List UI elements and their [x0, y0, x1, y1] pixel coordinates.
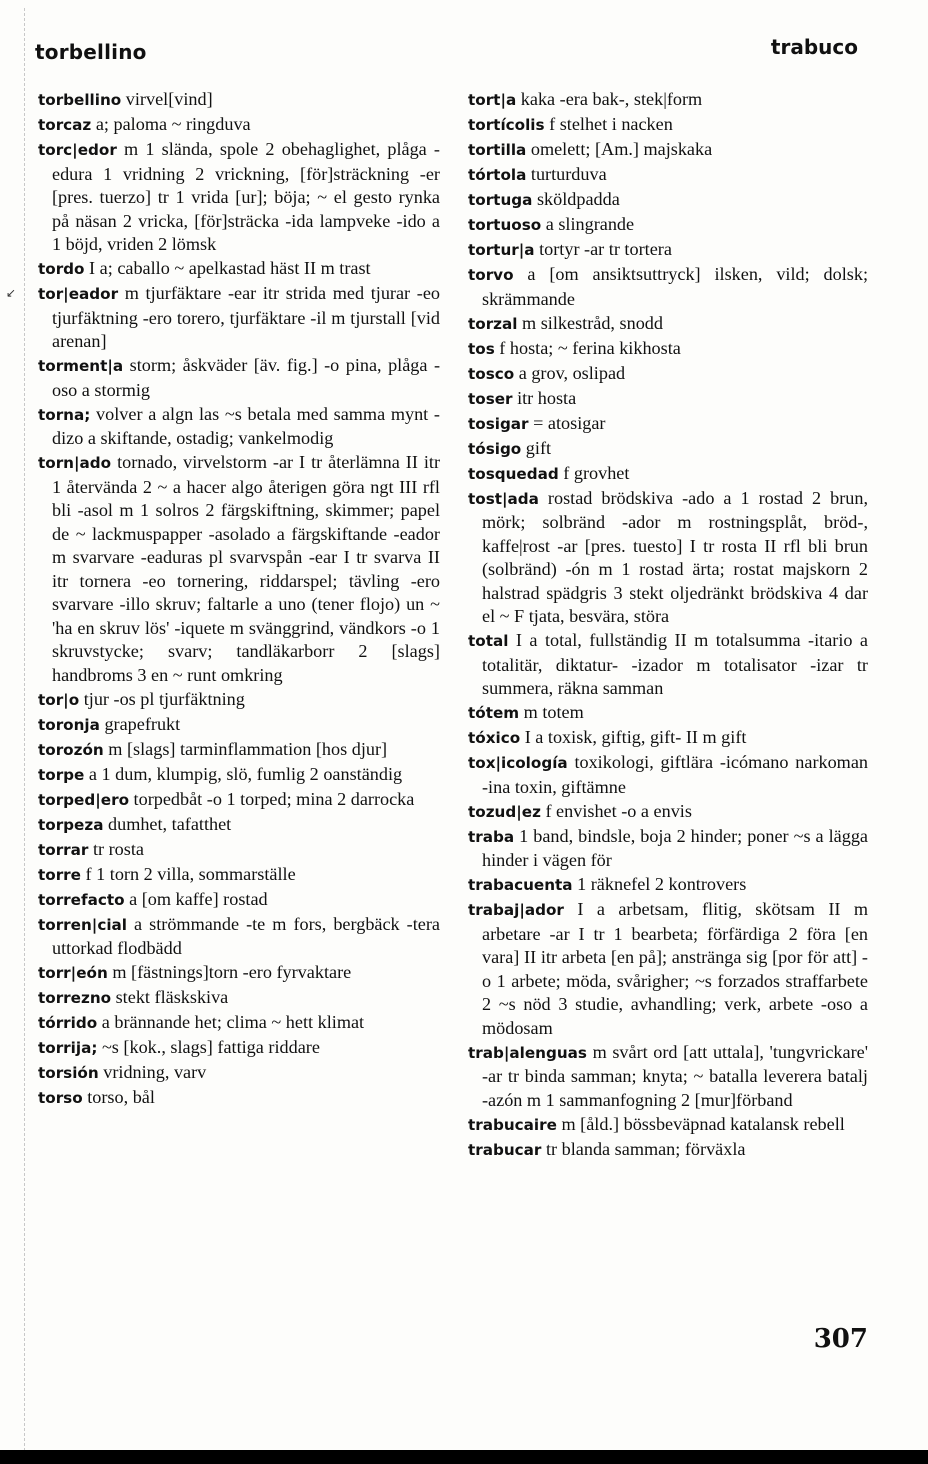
headword: tor|o [38, 690, 80, 709]
headword: torped|ero [38, 790, 129, 809]
dictionary-entry [38, 1061, 440, 1086]
headword: torsión [38, 1064, 99, 1082]
scan-bottom-edge [0, 1450, 928, 1464]
headword: torrar [38, 840, 89, 859]
dictionary-entry [468, 1113, 868, 1138]
definition: tjur -os pl tjurfäktning [83, 688, 245, 709]
dictionary-entry [38, 88, 440, 113]
headword: tor|eador [38, 285, 119, 303]
headword: tos [468, 339, 495, 358]
dictionary-entry [468, 873, 868, 898]
definition: m totem [523, 702, 584, 722]
dictionary-entry [38, 354, 440, 402]
definition: f 1 torn 2 villa, sommarställe [85, 863, 296, 884]
headword: traba [468, 827, 515, 846]
headword: tortilla [468, 141, 527, 159]
dictionary-entry [468, 726, 868, 751]
definition: f grovhet [563, 462, 630, 483]
definition: I a toxisk, giftig, gift- II m gift [524, 727, 747, 747]
dictionary-entry [38, 1036, 440, 1061]
definition: a [om kaffe] rostad [129, 888, 268, 909]
definition: tortyr -ar tr tortera [539, 239, 672, 259]
definition: storm; åskväder [äv. fig.] -o pina, plåga -oso a stormig [52, 355, 440, 400]
headword: tósigo [468, 439, 522, 458]
headword: trabacuenta [468, 876, 573, 894]
headword: torrefacto [38, 890, 125, 909]
headword: toronja [38, 715, 100, 734]
headword: tosquedad [468, 464, 559, 483]
dictionary-entry [468, 263, 868, 311]
dictionary-entry [468, 825, 868, 873]
dictionary-entry [38, 138, 440, 257]
headword: torrija; [38, 1039, 98, 1057]
headword: tox|icología [468, 754, 568, 772]
dictionary-entry [38, 838, 440, 863]
definition: I a; caballo ~ apelkastad häst II m trast [89, 258, 371, 278]
dictionary-entry [38, 1086, 440, 1111]
guide-word-right: trabuco [770, 35, 858, 59]
dictionary-entry [38, 257, 440, 282]
definition: gift [525, 437, 552, 458]
headword: toser [468, 389, 513, 408]
dictionary-entry [468, 1041, 868, 1113]
definition: a 1 dum, klumpig, slö, fumlig 2 oanständig [88, 763, 403, 784]
headword: torre [38, 865, 81, 884]
dictionary-entry [468, 462, 868, 487]
headword: trabucar [468, 1140, 542, 1159]
dictionary-entry [468, 487, 868, 629]
dictionary-entry [468, 88, 868, 113]
dictionary-entry [38, 986, 440, 1011]
definition: m [åld.] bössbeväpnad katalansk rebell [561, 1113, 845, 1134]
headword: total [468, 632, 509, 650]
headword: tozud|ez [468, 802, 541, 821]
definition: toxikologi, giftlära -icómano narkoman -ina toxin, giftämne [482, 752, 868, 797]
dictionary-entry [468, 701, 868, 726]
headword: trabaj|ador [468, 901, 564, 919]
dictionary-entry [38, 713, 440, 738]
dictionary-entry [468, 362, 868, 387]
definition: dumhet, tafatthet [108, 813, 232, 834]
dictionary-entry [38, 961, 440, 986]
definition: turturduva [530, 164, 607, 184]
headword: torn|ado [38, 454, 112, 472]
headword: tort|a [468, 91, 517, 109]
definition: a slingrande [545, 214, 635, 234]
dictionary-entry [38, 451, 440, 687]
headword: torment|a [38, 357, 124, 375]
headword: tórrido [38, 1014, 98, 1032]
definition: m [slags] tarminflammation [hos djur] [108, 738, 388, 759]
definition: a; paloma ~ ringduva [95, 114, 251, 134]
definition: m tjurfäktare -ear itr strida med tjurar -eo tjurfäktning -ero torero, tjurfäktare -il m tjurstall [vid arenan] [52, 283, 441, 351]
headword: torozón [38, 740, 104, 759]
dictionary-entry [468, 629, 868, 701]
headword: torvo [468, 266, 514, 284]
headword: tortuga [468, 191, 533, 209]
right-column [468, 88, 868, 1163]
definition: I a arbetsam, flitig, skötsam II m arbetare -ar I tr 1 bearbeta; förfärdiga 2 föra [en vara] II itr arbeta [en på]; anstränga sig [por för att] -o 1 arbete; möda, svårigher; ~s forzados straffarbete 2 ~s nöd 3 studie, avhandling; verk, arbete -oso a mödosam [482, 899, 869, 1038]
margin-mark: ↙ [6, 286, 17, 300]
definition: rostad brödskiva -ado a 1 rostad 2 brun, mörk; solbränd -ador m rostningsplåt, bröd-, kaffe|rost -ar [pres. tuesto] I tr rosta II rfl bli brun (solbränd) -ón m 1 rostad ärta; rostat majskorn 2 halstrad spädgris 3 stekt oljedränkt brödskiva 4 dar el ~ F tjata, besvära, störa [482, 487, 868, 626]
definition: m silkestråd, snodd [522, 312, 663, 333]
definition: 1 band, bindsle, boja 2 hinder; poner ~s a lägga hinder i vägen för [482, 825, 868, 870]
dictionary-entry [38, 913, 440, 961]
definition: stekt fläskskiva [115, 987, 229, 1007]
headword: torzal [468, 314, 518, 333]
definition: tornado, virvelstorm -ar I tr återlämna II itr 1 återvända 2 ~ a hacer algo återigen göra ngt III rfl bli -asol m 1 solros 2 färgskiftning, skimmer; papel de ~ lackmuspapper -asolado a färgskiftande -eador m svarvare -eaduras pl svarvspån -ear I tr svarva II itr tornera -eo tornering, riddarspel; tävling -ero svarvare -illo skruv; faltarle a uno (tener flojo) un ~ 'ha en skruv lös' -iquete m svänggrind, vändkors -o 1 skruvstycke; svarv; tandläkarborr 2 [slags] handbroms 3 en ~ runt omkring [52, 452, 440, 685]
headword: trab|alenguas [468, 1043, 587, 1062]
headword: tórtola [468, 166, 527, 184]
dictionary-entry [38, 863, 440, 888]
definition: itr hosta [517, 387, 577, 408]
dictionary-entry [468, 138, 868, 163]
dictionary-entry [38, 403, 440, 451]
dictionary-entry [468, 163, 868, 188]
headword: trabucaire [468, 1115, 557, 1134]
definition: tr blanda samman; förväxla [545, 1138, 746, 1159]
definition: sköldpadda [536, 189, 620, 209]
dictionary-entry [468, 412, 868, 437]
headword: torna; [38, 405, 91, 424]
definition: = atosigar [533, 412, 606, 433]
definition: f envishet -o a envis [545, 800, 692, 821]
definition: m [fästnings]torn -ero fyrvaktare [112, 962, 352, 982]
dictionary-entry [468, 188, 868, 213]
definition: m svårt ord [att uttala], 'tungvrickare' -ar tr binda samman; knyta; ~ batalla leverera batalj -azón m 1 sammanfogning 2 [mur]förband [482, 1041, 869, 1110]
definition: f hosta; ~ ferina kikhosta [499, 337, 681, 358]
definition: I a total, fullständig II m totalsumma -itario a totalitär, diktatur- -izador m totalisator -izar tr summera, räkna samman [482, 630, 869, 698]
definition: a brännande het; clima ~ hett klimat [101, 1012, 365, 1032]
dictionary-entry [468, 238, 868, 263]
headword: tóxico [468, 729, 521, 747]
dictionary-entry [38, 763, 440, 788]
headword: tosigar [468, 414, 529, 433]
dictionary-entry [468, 898, 868, 1040]
headword: tost|ada [468, 489, 539, 508]
definition: a grov, oslipad [518, 362, 626, 383]
dictionary-entry [468, 437, 868, 462]
page-number: 307 [813, 1324, 868, 1354]
headword: tordo [38, 260, 85, 278]
scan-edge-guide [24, 8, 25, 1456]
definition: vridning, varv [103, 1062, 207, 1082]
definition: torso, bål [87, 1087, 155, 1107]
definition: kaka -era bak-, stek|form [520, 89, 703, 109]
dictionary-entry [38, 813, 440, 838]
dictionary-entry [468, 113, 868, 138]
dictionary-entry [468, 312, 868, 337]
headword: torren|cial [38, 915, 127, 934]
dictionary-entry [38, 282, 440, 354]
definition: grapefrukt [104, 713, 181, 734]
definition: 1 räknefel 2 kontrovers [577, 874, 747, 894]
headword: torcaz [38, 116, 92, 134]
definition: tr rosta [92, 838, 144, 859]
definition: virvel[vind] [125, 89, 213, 109]
dictionary-entry [38, 1011, 440, 1036]
definition: m 1 slända, spole 2 obehaglighet, plåga -edura 1 vridning 2 vrickning, [för]sträckning -er [pres. tuerzo] tr 1 vrida [ur]; böja; ~ el gesto rynka på näsan 2 vricka, [för]sträcka -ida lampveke -ido a 1 böjd, vriden 2 lömsk [52, 139, 440, 254]
dictionary-entry [468, 213, 868, 238]
dictionary-entry [468, 1138, 868, 1163]
dictionary-entry [468, 387, 868, 412]
definition: volver a algn las ~s betala med samma mynt -dizo a skiftande, ostadig; vankelmodig [52, 403, 440, 448]
definition: torpedbåt -o 1 torped; mina 2 darrocka [133, 788, 415, 809]
headword: torso [38, 1089, 83, 1107]
headword: torpe [38, 765, 85, 784]
headword: torpeza [38, 815, 104, 834]
dictionary-entry [38, 888, 440, 913]
headword: tótem [468, 704, 520, 722]
headword: tortur|a [468, 241, 535, 259]
dictionary-entry [38, 113, 440, 138]
left-column [38, 88, 440, 1111]
dictionary-entry [468, 337, 868, 362]
dictionary-entry [38, 738, 440, 763]
headword: tortícolis [468, 116, 545, 134]
dictionary-entry [468, 800, 868, 825]
headword: torc|edor [38, 141, 117, 159]
dictionary-entry [38, 688, 440, 713]
dictionary-entry [468, 751, 868, 799]
headword: torrezno [38, 989, 112, 1007]
definition: omelett; [Am.] majskaka [530, 139, 713, 159]
headword: torr|eón [38, 964, 108, 982]
definition: a [om ansiktsuttryck] ilsken, vild; dolsk; skrämmande [482, 264, 868, 309]
headword: torbellino [38, 91, 122, 109]
definition: a strömmande -te m fors, bergbäck -tera uttorkad flodbädd [52, 913, 440, 958]
definition: ~s [kok., slags] fattiga riddare [101, 1037, 320, 1057]
headword: tosco [468, 364, 515, 383]
guide-word-left: torbellino [35, 40, 147, 64]
definition: f stelhet i nacken [549, 114, 673, 134]
headword: tortuoso [468, 216, 542, 234]
dictionary-entry [38, 788, 440, 813]
